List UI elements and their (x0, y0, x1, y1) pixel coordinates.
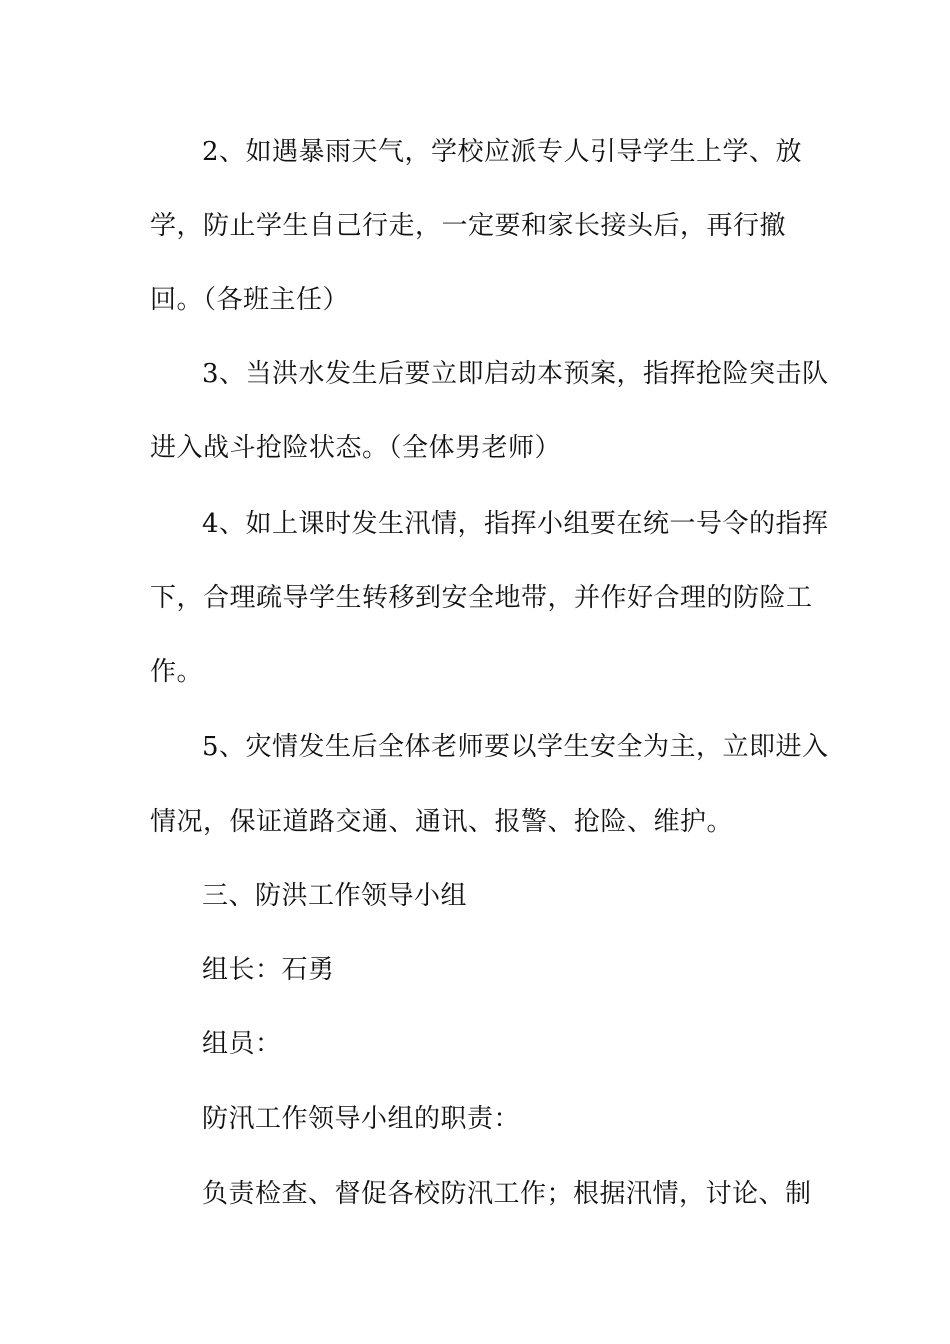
group-members: 组员： (202, 1029, 282, 1059)
group-leader: 组长：石勇 (202, 955, 335, 985)
duties-line-1: 负责检查、督促各校防汛工作；根据汛情，讨论、制 (202, 1179, 812, 1209)
duties-heading: 防汛工作领导小组的职责： (202, 1104, 521, 1134)
paragraph-4-line-1: 4、如上课时发生汛情，指挥小组要在统一号令的指挥 (202, 509, 829, 539)
paragraph-4-line-3: 作。 (150, 657, 204, 687)
paragraph-5-line-2: 情况，保证道路交通、通讯、报警、抢险、维护。 (150, 807, 734, 837)
section-heading: 三、防洪工作领导小组 (202, 881, 468, 911)
paragraph-2-line-2: 学，防止学生自己行走，一定要和家长接头后，再行撤 (150, 211, 787, 241)
paragraph-2-line-1: 2、如遇暴雨天气，学校应派专人引导学生上学、放 (202, 137, 803, 167)
paragraph-3-line-2: 进入战斗抢险状态。（全体男老师） (150, 433, 562, 463)
paragraph-5-line-1: 5、灾情发生后全体老师要以学生安全为主，立即进入 (202, 732, 829, 762)
paragraph-2-line-3: 回。（各班主任） (150, 285, 350, 315)
paragraph-4-line-2: 下，合理疏导学生转移到安全地带，并作好合理的防险工 (150, 583, 813, 613)
paragraph-3-line-1: 3、当洪水发生后要立即启动本预案，指挥抢险突击队 (202, 359, 829, 389)
